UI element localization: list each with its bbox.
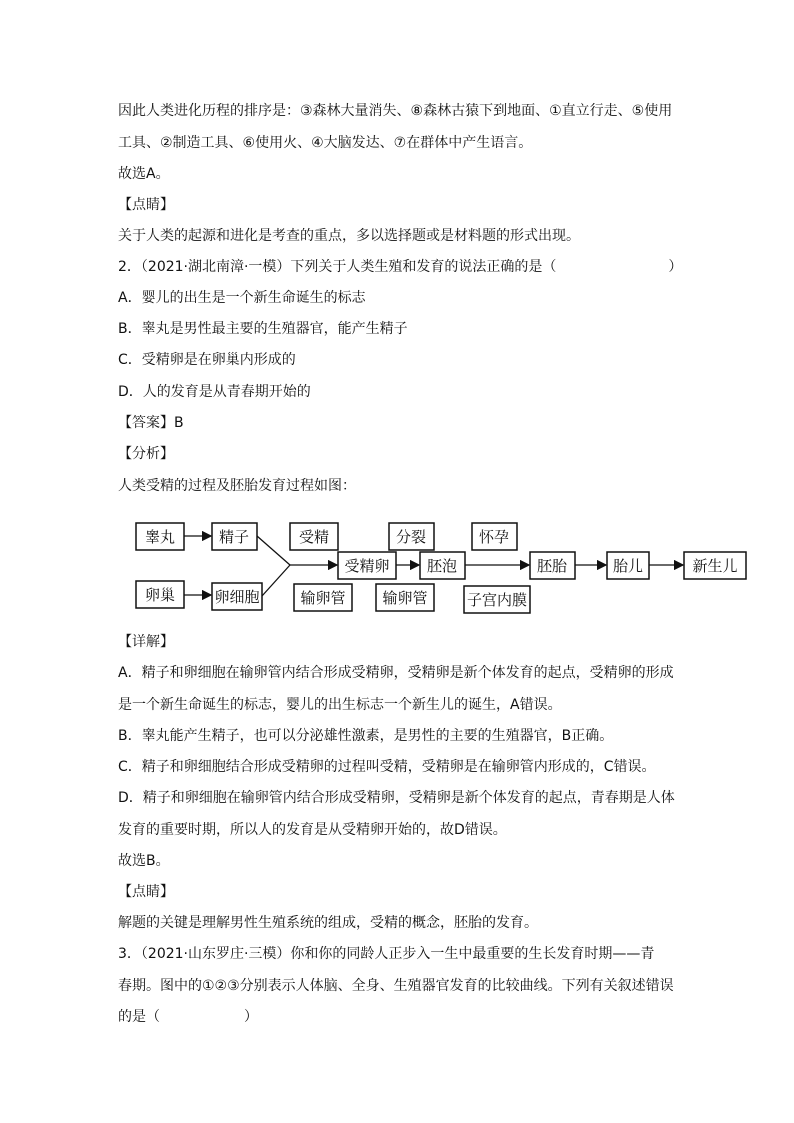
label-ovary: 卵巢 — [144, 586, 176, 604]
label-endometrium: 子宫内膜 — [466, 591, 528, 609]
section-heading: 【分析】 — [118, 446, 174, 462]
label-division: 分裂 — [395, 528, 427, 546]
option-d: D．人的发育是从青春期开始的 — [118, 384, 311, 400]
label-newborn: 新生儿 — [692, 557, 738, 575]
text-line: D．精子和卵细胞在输卵管内结合形成受精卵，受精卵是新个体发育的起点，青春期是人体 — [118, 790, 675, 806]
text-line: 是一个新生命诞生的标志，婴儿的出生标志一个新生儿的诞生，A错误。 — [118, 697, 562, 713]
answer: 【答案】B — [118, 415, 184, 431]
text-line: 因此人类进化历程的排序是：③森林大量消失、⑧森林古猿下到地面、①直立行走、⑤使用 — [118, 103, 673, 119]
label-fertilization: 受精 — [298, 528, 330, 546]
question-stem: 的是（ ） — [118, 1009, 258, 1025]
option-c: C．受精卵是在卵巢内形成的 — [118, 352, 296, 368]
question-stem: 3．（2021·山东罗庄·三模）你和你的同龄人正步入一生中最重要的生长发育时期——青 — [118, 946, 655, 962]
option-b: B．睾丸是男性最主要的生殖器官，能产生精子 — [118, 321, 408, 337]
text-line: 工具、②制造工具、⑥使用火、④大脑发达、⑦在群体中产生语言。 — [118, 135, 533, 151]
text-line: 故选B。 — [118, 853, 170, 869]
text-line: 人类受精的过程及胚胎发育过程如图： — [118, 478, 356, 494]
section-heading: 【点睛】 — [118, 197, 174, 213]
label-oviduct1: 输卵管 — [300, 589, 346, 607]
section-heading: 【点睛】 — [118, 884, 174, 900]
question-stem: 春期。图中的①②③分别表示人体脑、全身、生殖器官发育的比较曲线。下列有关叙述错误 — [118, 978, 674, 994]
fertilization-flow-diagram — [118, 508, 758, 618]
text-line: C．精子和卵细胞结合形成受精卵的过程叫受精，受精卵是在输卵管内形成的，C错误。 — [118, 759, 656, 775]
line-egg-join — [262, 565, 290, 596]
line-sperm-join — [257, 536, 290, 565]
label-oviduct2: 输卵管 — [382, 589, 428, 607]
text-line: 发育的重要时期，所以人的发育是从受精卵开始的，故D错误。 — [118, 822, 507, 838]
text-line: B．睾丸能产生精子，也可以分泌雄性激素，是男性的主要的生殖器官，B正确。 — [118, 728, 614, 744]
label-embryo: 胚胎 — [536, 557, 568, 575]
option-a: A．婴儿的出生是一个新生命诞生的标志 — [118, 290, 366, 306]
label-sperm: 精子 — [218, 528, 250, 546]
text-line: 解题的关键是理解男性生殖系统的组成，受精的概念，胚胎的发育。 — [118, 915, 538, 931]
label-zygote: 受精卵 — [344, 557, 390, 575]
text-line: A．精子和卵细胞在输卵管内结合形成受精卵，受精卵是新个体发育的起点，受精卵的形成 — [118, 665, 674, 681]
text-line: 故选A。 — [118, 166, 170, 182]
label-fetus: 胎儿 — [612, 557, 644, 575]
label-pregnancy: 怀孕 — [478, 528, 510, 546]
label-egg: 卵细胞 — [214, 588, 260, 606]
label-testis: 睾丸 — [144, 528, 176, 546]
question-stem: 2．（2021·湖北南漳·一模）下列关于人类生殖和发育的说法正确的是（ ） — [118, 259, 683, 275]
section-heading: 【详解】 — [118, 634, 174, 650]
text-line: 关于人类的起源和进化是考查的重点，多以选择题或是材料题的形式出现。 — [118, 228, 580, 244]
label-blastocyst: 胚泡 — [426, 557, 458, 575]
